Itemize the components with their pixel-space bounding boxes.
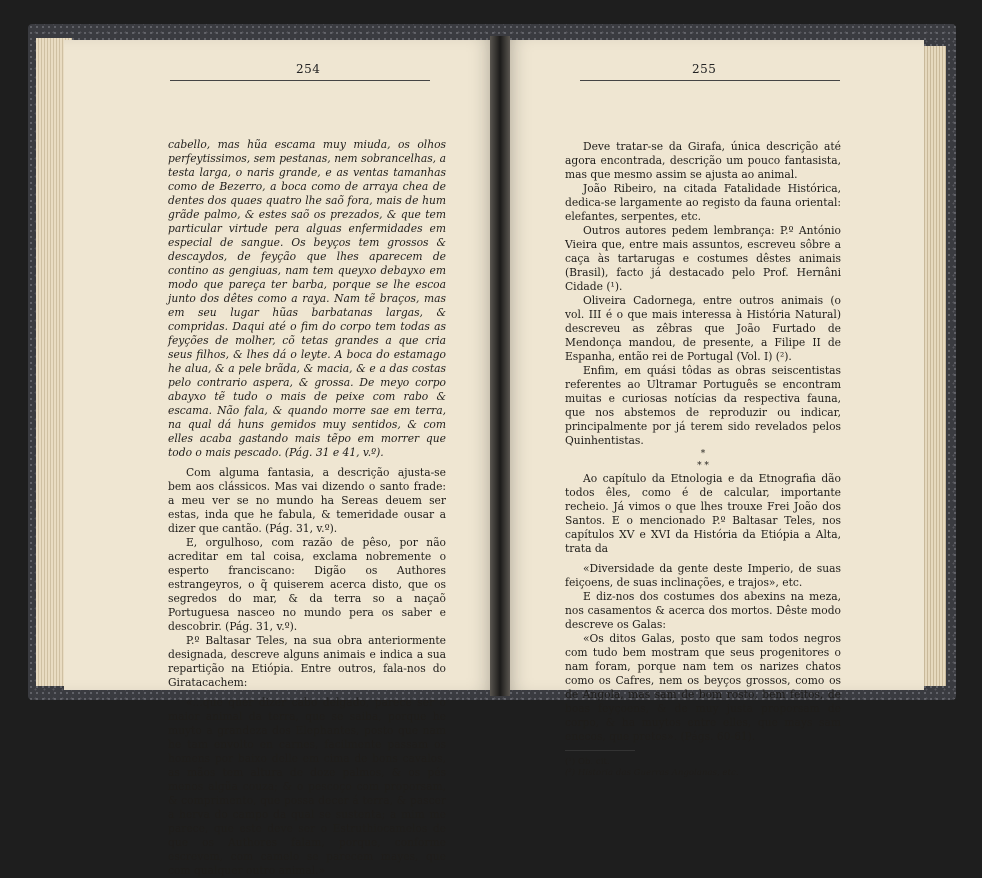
footnote-rule bbox=[565, 750, 635, 751]
page-number-left: 254 bbox=[296, 62, 321, 76]
quote-giratacachem: «...que quer dizer cabo delgado, parece ser o maior animal da terra, que se saiba, porque he muyto a grandeza dos Elephantes, posto que nam he tam envolto en carnes, facilmente passam os homens por baixo delle em cima de bons cavalos, as mãos tem altura de doze palmos, & os pés menos algũa couza; & o pescoço com proporsam, & comprimento, que possa decer á terra, & pascer a herva do campo da qual se sustenta; a mim me parece, que este deve ser o Estruthiocamelos de que os Authores falam, porque, conforme escrevem, com camelo se parecem mayes, que com qualquer outro animal.» bbox=[168, 696, 446, 877]
section-break-bottom: * * bbox=[697, 461, 709, 471]
page-number-right: 255 bbox=[692, 62, 717, 76]
quote-galas: «Os ditos Galas, posto que sam todos negros com tudo bem mostram que seus progenitores o nam foram, porque nam tem os narizes chatos como os Cafres, nem os beyços grossos, como os de Angola, mas sam de bom rosto, bem feitos, de boas feyçoens, & de muy justa proporsam de corpo, & ha muytos entre elles, que mays sam enecos, que pretos». (Págs. 60-61). bbox=[565, 632, 841, 743]
right-page-body bbox=[565, 140, 841, 779]
paragraph: Enfim, em quási tôdas as obras seiscentistas referentes ao Ultramar Português se encontram muitas e curiosas notícias da respectiva fauna, que nos abstemos de reproduzir ou indicar, principalmente por já terem sido revelados pelos Quinhentistas. bbox=[565, 364, 841, 447]
left-page-body bbox=[168, 138, 446, 878]
paragraph: Outros autores pedem lembrança: P.º António Vieira que, entre mais assuntos, escreveu sôbre a caça às tartarugas e costumes dêstes animais (Brasil), facto já destacado pelo Prof. Hernâni Cidade (¹). bbox=[565, 224, 841, 293]
paragraph: Deve tratar-se da Girafa, única descrição até agora encontrada, descrição um pouco fantasista, mas que mesmo assim se ajusta ao animal. bbox=[565, 140, 841, 181]
paragraph: Oliveira Cadornega, entre outros animais (o vol. III é o que mais interessa à História Natural) descreveu as zêbras que João Furtado de Mendonça mandou, de presente, a Filipe II de Espanha, então rei de Portugal (Vol. I) (²). bbox=[565, 294, 841, 363]
paragraph: João Ribeiro, na citada Fatalidade Histórica, dedica-se largamente ao registo da fauna oriental: elefantes, serpentes, etc. bbox=[565, 182, 841, 223]
footnote-1: (¹) Ob. cit. bbox=[565, 757, 610, 767]
paragraph: Com alguma fantasia, a descrição ajusta-se bem aos clássicos. Mas vai dizendo o santo frade: a meu ver se no mundo ha Sereas deuem ser estas, inda que he fabula, & temeridade ousar a dizer que cantão. (Pág. 31, v.º). bbox=[168, 466, 446, 535]
header-rule-left bbox=[170, 80, 430, 81]
header-rule-right bbox=[580, 80, 840, 81]
footnote-2: (²) Historia das Guerras Angolanas, etc. bbox=[565, 768, 739, 778]
paragraph: E, orgulhoso, com razão de pêso, por não acreditar em tal coisa, exclama nobremente o esperto franciscano: Digão os Authores estrangeyros, o q̃ quiserem acerca disto, que os segredos do mar, & da terra so a naçaõ Portuguesa nasceo no mundo pera os saber e descobrir. (Pág. 31, v.º). bbox=[168, 536, 446, 633]
paragraph: P.º Baltasar Teles, na sua obra anteriormente designada, descreve alguns animais e indica a sua repartição na Etiópia. Entre outros, fala-nos do Giratacachem: bbox=[168, 634, 446, 689]
paragraph: E diz-nos dos costumes dos abexins na meza, nos casamentos & acerca dos mortos. Dêste modo descreve os Galas: bbox=[565, 590, 841, 631]
book-gutter bbox=[490, 36, 510, 696]
paragraph: Ao capítulo da Etnologia e da Etnografia dão todos êles, como é de calcular, importante recheio. Já vimos o que lhes trouxe Frei João dos Santos. E o mencionado P.º Baltasar Teles, nos capítulos XV e XVI da História da Etiópia a Alta, trata da bbox=[565, 472, 841, 555]
section-break-top: * bbox=[700, 449, 706, 459]
quote-diversidade: «Diversidade da gente deste Imperio, de suas feiçoens, de suas inclinações, e trajos», etc. bbox=[565, 562, 841, 589]
quote-sereia: cabello, mas hũa escama muy miuda, os olhos perfeytissimos, sem pestanas, nem sobrancelhas, a testa larga, o naris grande, e as ventas tamanhas como de Bezerro, a boca como de arraya chea de dentes dos quaes quatro lhe saõ fora, mais de hum grãde palmo, & estes saõ os prezados, & que tem particular virtude pera alguas enfermidades em especial de sangue. Os beyços tem grossos & descaydos, de feyção que lhes aparecem de contino as gengiuas, nam tem queyxo debayxo em modo que pareça ter barba, porque se lhe escoa junto dos dêtes como a raya. Nam tẽ braços, mas em seu lugar hũas barbatanas largas, & compridas. Daqui até o fim do corpo tem todas as feyções de molher, cõ tetas grandes a que cria seus filhos, & lhes dá o leyte. A boca do estamago he alua, & a pele brãda, & macia, & e a das costas pelo contrario aspera, & grossa. De meyo corpo abayxo tẽ tudo o mais de peixe com rabo & escama. Não fala, & quando morre sae em terra, na qual dá huns gemidos muy sentidos, & com elles acaba gastando mais tẽpo em morrer que todo o mais pescado. (Pág. 31 e 41, v.º). bbox=[168, 138, 446, 459]
